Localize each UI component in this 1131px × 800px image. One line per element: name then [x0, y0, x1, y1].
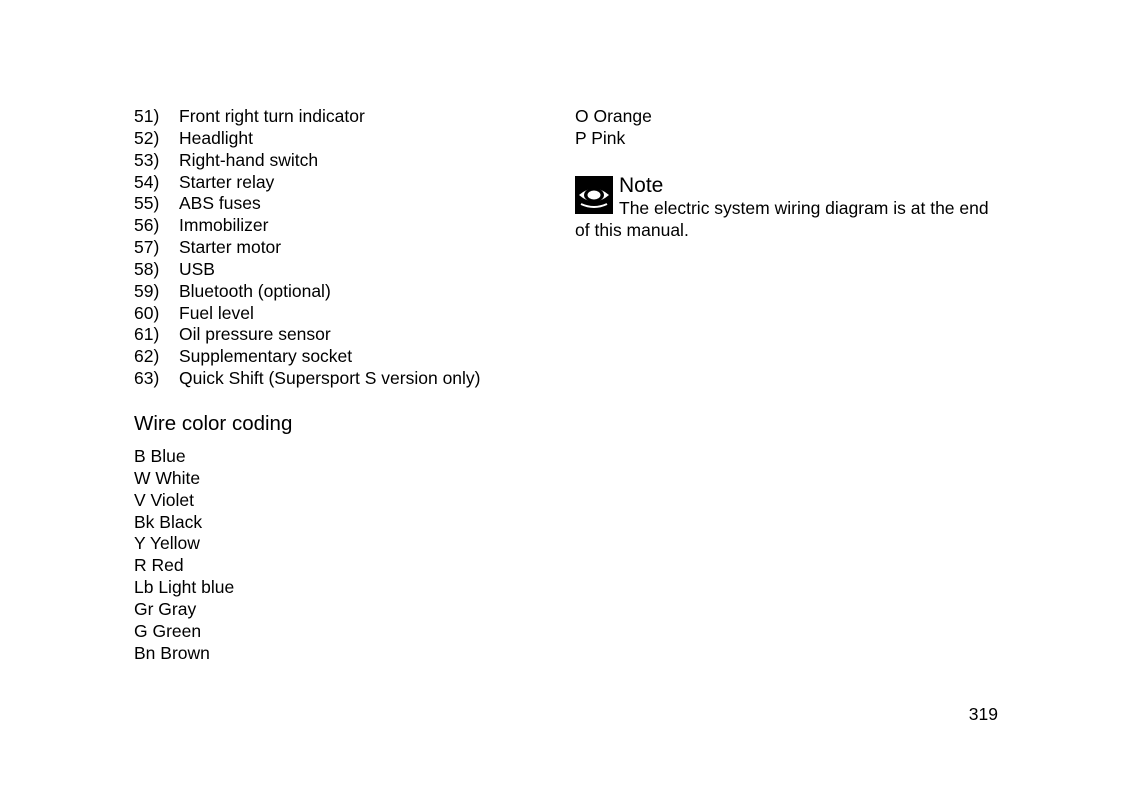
- legend-item: [134, 324, 554, 346]
- wire-color-item: R Red: [134, 555, 184, 576]
- legend-item-label: Immobilizer: [179, 215, 269, 236]
- legend-item-label: Starter relay: [179, 171, 275, 192]
- right-column: [575, 106, 1005, 241]
- legend-item: [134, 150, 554, 172]
- legend-item-number: 51): [134, 106, 160, 126]
- wire-color-item: B Blue: [134, 445, 186, 466]
- wire-color-coding-heading: Wire color coding: [134, 411, 293, 435]
- legend-item-label: Bluetooth (optional): [179, 280, 331, 301]
- wire-color-item: O Orange: [575, 106, 652, 126]
- legend-item: [134, 237, 554, 259]
- legend-item-label: Supplementary socket: [179, 346, 353, 367]
- wire-color-item: Bk Black: [134, 511, 203, 532]
- legend-item: [134, 259, 554, 281]
- legend-item: [134, 281, 554, 303]
- legend-item: [134, 106, 554, 128]
- legend-item: [134, 215, 554, 237]
- wire-color-list-continued: [575, 106, 1005, 150]
- legend-item-number: 57): [134, 237, 160, 258]
- note-title: Note: [619, 173, 664, 197]
- legend-item: [134, 172, 554, 194]
- wire-color-item: Lb Light blue: [134, 577, 235, 598]
- page-number: 319: [968, 704, 998, 724]
- legend-item: [134, 128, 554, 150]
- legend-item-number: 53): [134, 149, 160, 170]
- component-legend-list: [134, 106, 554, 390]
- legend-item-number: 59): [134, 280, 160, 301]
- legend-item-number: 63): [134, 368, 160, 389]
- wire-color-item: V Violet: [134, 489, 194, 510]
- legend-item: [134, 193, 554, 215]
- legend-item-label: ABS fuses: [179, 193, 261, 214]
- legend-item-label: Quick Shift (Supersport S version only): [179, 368, 481, 389]
- legend-item-label: Starter motor: [179, 237, 282, 258]
- wire-color-item: P Pink: [575, 127, 626, 148]
- legend-item-label: Oil pressure sensor: [179, 324, 331, 345]
- legend-item-number: 56): [134, 215, 160, 236]
- note-text: The electric system wiring diagram is at the end of this manual.: [575, 197, 989, 240]
- legend-item-label: USB: [179, 258, 215, 279]
- legend-item: [134, 346, 554, 368]
- wire-color-item: Bn Brown: [134, 642, 210, 663]
- legend-item: [134, 368, 554, 390]
- legend-item-label: Right-hand switch: [179, 149, 319, 170]
- eye-icon: [575, 176, 613, 214]
- legend-item-number: 61): [134, 324, 160, 345]
- legend-item-number: 52): [134, 127, 160, 148]
- left-column: [134, 106, 554, 664]
- legend-item: [134, 303, 554, 325]
- legend-item-number: 54): [134, 171, 160, 192]
- wire-color-item: W White: [134, 467, 201, 488]
- legend-item-label: Front right turn indicator: [179, 106, 365, 126]
- legend-item-number: 62): [134, 346, 160, 367]
- note-callout: [575, 174, 1005, 242]
- legend-item-number: 55): [134, 193, 160, 214]
- legend-item-label: Headlight: [179, 127, 253, 148]
- wire-color-item: Gr Gray: [134, 598, 197, 619]
- wire-color-item: Y Yellow: [134, 533, 200, 554]
- wire-color-list: [134, 446, 554, 664]
- legend-item-number: 58): [134, 258, 160, 279]
- wire-color-item: G Green: [134, 620, 202, 641]
- legend-item-label: Fuel level: [179, 302, 254, 323]
- legend-item-number: 60): [134, 302, 160, 323]
